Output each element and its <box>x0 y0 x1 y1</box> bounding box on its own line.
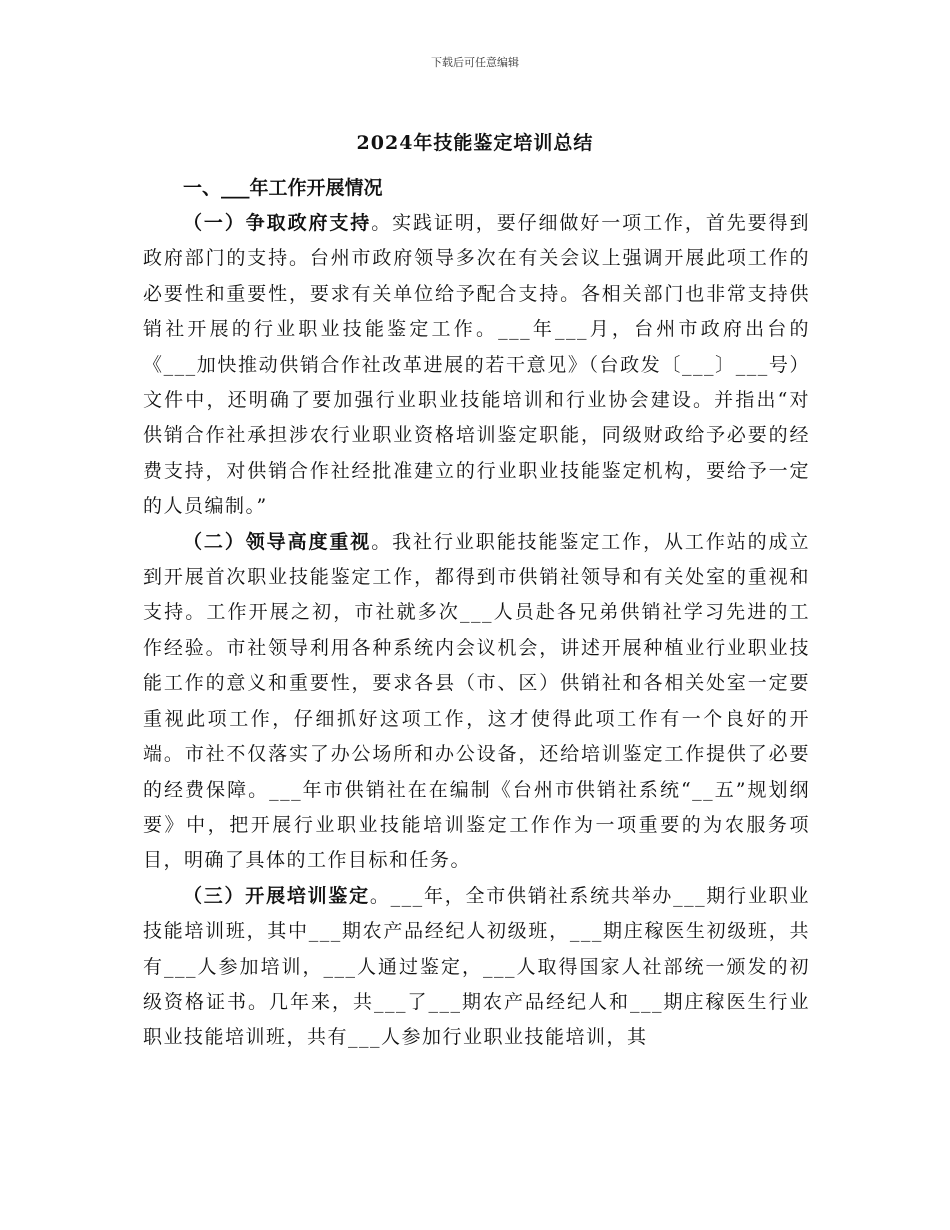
paragraph-training-appraisal <box>143 879 810 1056</box>
paragraph-text: 。我社行业职能技能鉴定工作，从工作站的成立到开展首次职业技能鉴定工作，都得到市供销社领导和有关处室的重视和支持。工作开展之初，市社就多次___人员赴各兄弟供销社学习先进的工作经验。市社领导利用各种系统内会议机会，讲述开展种植业行业职业技能工作的意义和重要性，要求各县（市、区）供销社和各相关处室一定要重视此项工作，仔细抓好这项工作，这才使得此项工作有一个良好的开端。市社不仅落实了办公场所和办公设备，还给培训鉴定工作提供了必要的经费保障。___年市供销社在在编制《台州市供销社系统“__五”规划纲要》中，把开展行业职业技能培训鉴定工作作为一项重要的为农服务项目，明确了具体的工作目标和任务。 <box>143 530 810 872</box>
paragraph-lead: （二）领导高度重视 <box>183 530 372 553</box>
paragraph-government-support <box>143 206 810 525</box>
paragraph-text: 。___年，全市供销社系统共举办___期行业职业技能培训班，其中___期农产品经纪人初级班，___期庄稼医生初级班，共有___人参加培训，___人通过鉴定，___人取得国家人社部统一颁发的初级资格证书。几年来，共___了___期农产品经纪人和___期庄稼医生行业职业技能培训班，共有___人参加行业职业技能培训，其 <box>143 884 810 1049</box>
document-body <box>143 170 810 1056</box>
paragraph-leadership-attention <box>143 525 810 879</box>
paragraph-lead: （一）争取政府支持 <box>183 212 372 234</box>
paragraph-text: 。实践证明，要仔细做好一项工作，首先要得到政府部门的支持。台州市政府领导多次在有关会议上强调开展此项工作的必要性和重要性，要求有关单位给予配合支持。各相关部门也非常支持供销社开展的行业职业技能鉴定工作。___年___月，台州市政府出台的《___加快推动供销合作社改革进展的若干意见》（台政发〔___〕___号）文件中，还明确了要加强行业职业技能培训和行业协会建设。并指出“对供销合作社承担涉农行业职业资格培训鉴定职能，同级财政给予必要的经费支持，对供销合作社经批准建立的行业职业技能鉴定机构，要给予一定的人员编制。” <box>143 212 810 518</box>
header-note: 下载后可任意编辑 <box>431 56 519 69</box>
document-title: 2024年技能鉴定培训总结 <box>356 132 594 154</box>
paragraph-lead: （三）开展培训鉴定 <box>183 884 370 907</box>
section-heading: 一、___年工作开展情况 <box>183 177 383 199</box>
